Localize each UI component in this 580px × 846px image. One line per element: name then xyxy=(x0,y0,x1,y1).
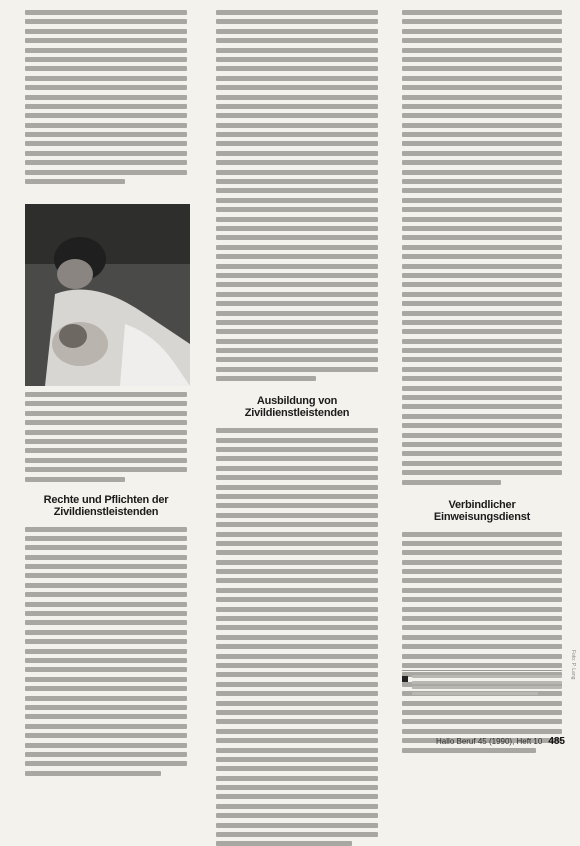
journal-reference: Hallo Beruf 45 (1990), Heft 10 xyxy=(436,737,543,746)
text-column-1-lower xyxy=(25,392,187,776)
photo-caregiver-with-patient xyxy=(25,204,190,386)
photo-credit: Foto: P. Lang xyxy=(570,650,576,680)
body-text-block xyxy=(25,527,187,776)
body-text-block xyxy=(25,10,187,184)
body-text-block xyxy=(402,10,562,485)
text-column-1 xyxy=(25,10,187,184)
heading-rechte-und-pflichten: Rechte und Pflichten der Zivildienstleistenden xyxy=(43,493,169,518)
body-text-block xyxy=(25,392,187,482)
page-number: 485 xyxy=(548,736,565,747)
text-column-2 xyxy=(216,10,378,846)
heading-verbindlicher-einweisungsdienst: Verbindlicher Einweisungsdienst xyxy=(433,498,531,523)
footnote-rule xyxy=(402,670,562,671)
heading-ausbildung: Ausbildung von Zivildienstleistenden xyxy=(244,395,350,420)
footnote-text xyxy=(412,675,562,695)
footnote-box xyxy=(402,668,562,695)
footnote-marker-icon xyxy=(402,676,408,682)
body-text-block xyxy=(402,532,562,753)
body-text-block xyxy=(216,428,378,846)
page-footer xyxy=(410,736,565,750)
body-text-block xyxy=(216,10,378,381)
text-column-3 xyxy=(402,10,562,753)
